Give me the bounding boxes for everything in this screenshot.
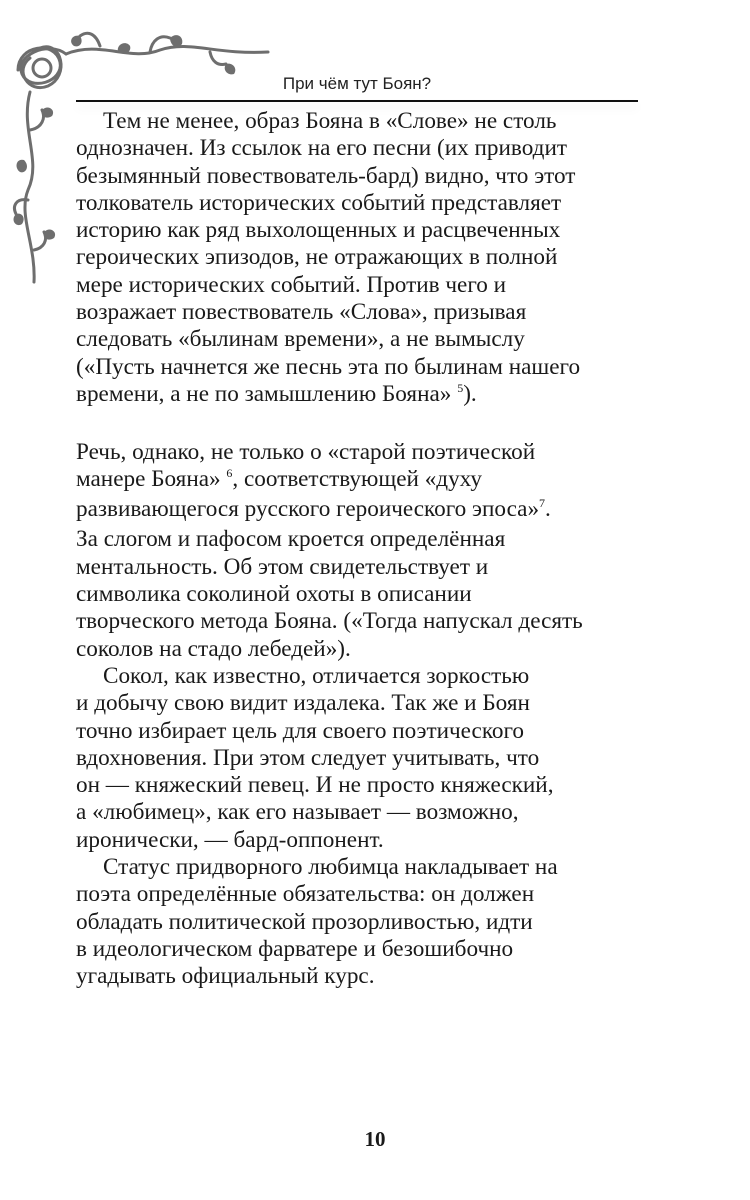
text-line: символика соколиной охоты в описании (76, 581, 472, 608)
footnote-ref[interactable]: 5 (457, 380, 464, 395)
paragraph-gap (76, 411, 646, 438)
header-rule (76, 100, 638, 102)
text-line: манере Бояна» (76, 465, 227, 492)
text-line: времени, а не по замышлению Бояна» (76, 380, 458, 407)
text-line: . (545, 496, 551, 523)
text-line: , соответствующей «духу (232, 465, 482, 492)
text-line: в идеологическом фарватере и безошибочно (76, 935, 514, 962)
text-line: точно избирает цель для своего поэтического (76, 717, 525, 744)
text-line: творческого метода Бояна. («Тогда напускал десять (76, 608, 583, 635)
text-line: обладать политической прозорливостью, идти (76, 908, 533, 935)
running-head: При чём тут Боян? (282, 74, 432, 93)
footnote-ref[interactable]: 7 (539, 496, 546, 511)
text-line: и добычу свою видит издалека. Так же и Боян (76, 690, 530, 717)
body-text (76, 108, 646, 991)
text-line: мере исторических событий. Против чего и (76, 271, 507, 298)
text-line: Сокол, как известно, отличается зоркостью (103, 662, 530, 689)
text-line: а «любимец», как его называет — возможно, (76, 799, 519, 826)
text-line: За слогом и пафосом кроется определённая (76, 526, 506, 553)
text-line: следовать «былинам времени», а не вымыслу (76, 326, 525, 353)
text-line: Тем не менее, образ Бояна в «Слове» не столь (103, 108, 557, 134)
text-line: поэта определённые обязательства: он должен (76, 881, 535, 908)
paragraph (76, 663, 646, 854)
text-line: толкователь исторических событий представляет (76, 189, 562, 216)
text-line: историю как ряд выхолощенных и расцвеченных (76, 217, 561, 244)
text-line: соколов на стадо лебедей»). (76, 635, 351, 662)
text-line: героических эпизодов, не отражающих в полной (76, 244, 558, 271)
page-number: 10 (364, 1127, 386, 1151)
text-line: вдохновения. При этом следует учитывать, что (76, 744, 540, 771)
text-line: развивающегося русского героического эпоса» (76, 496, 540, 523)
paragraph (76, 854, 646, 990)
text-line: иронически, — бард-оппонент. (76, 826, 384, 853)
text-line: он — княжеский певец. И не просто княжеский, (76, 772, 554, 799)
footnote-ref[interactable]: 6 (226, 465, 233, 480)
text-line: однозначен. Из ссылок на его песни (их приводит (76, 135, 567, 162)
paragraph (76, 439, 646, 663)
text-line: безымянный повествователь-бард) видно, что этот (76, 162, 576, 189)
paragraph (76, 108, 646, 411)
text-line: Статус придворного любимца накладывает на (103, 854, 558, 881)
text-line: ). (463, 380, 477, 407)
text-line: угадывать официальный курс. (76, 963, 375, 990)
text-line: ментальность. Об этом свидетельствует и (76, 553, 489, 580)
text-line: («Пусть начнется же песнь эта по былинам нашего (76, 353, 581, 380)
text-line: возражает повествователь «Слова», призывая (76, 299, 527, 326)
text-line: Речь, однако, не только о «старой поэтической (76, 438, 536, 465)
